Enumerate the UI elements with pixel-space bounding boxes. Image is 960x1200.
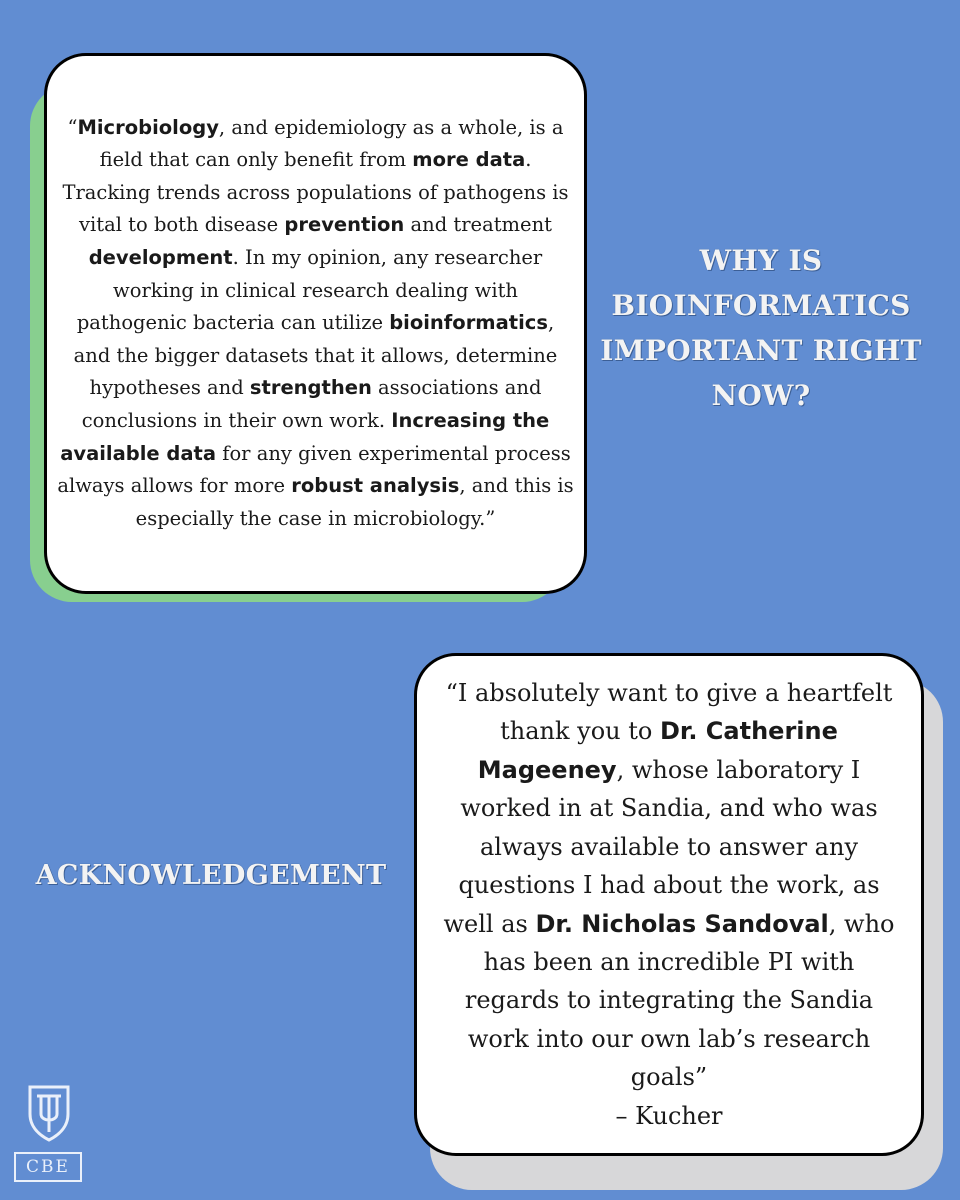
bioinformatics-quote-card — [44, 53, 587, 594]
emphasized-phrase: development — [88, 246, 233, 270]
quote-phrase: . Tracking trends across populations of pathogens is vital to both disease — [62, 148, 569, 237]
emphasized-phrase: bioinformatics — [389, 311, 548, 335]
quote-phrase: for any given experimental process always allows for more — [57, 441, 571, 498]
acknowledgement-quote-text — [435, 674, 903, 1096]
quote-phrase: , who has been an incredible PI with regards to integrating the Sandia work into our own lab’s research goals” — [464, 909, 895, 1092]
acknowledgement-quote-card — [414, 653, 924, 1156]
quote-phrase: , whose laboratory I worked in at Sandia, and who was always available to answer any questions I had about the work, as well as — [443, 755, 880, 938]
emphasized-phrase: more data — [412, 148, 526, 172]
quote-phrase: . In my opinion, any researcher working in clinical research dealing with pathogenic bacteria can utilize — [76, 246, 543, 335]
emphasized-phrase: Dr. Catherine Mageeney — [477, 717, 838, 784]
quote-phrase: , and epidemiology as a whole, is a field that can only benefit from — [99, 115, 564, 172]
emphasized-phrase: Microbiology — [77, 115, 219, 139]
bioinformatics-quote-text — [57, 112, 574, 536]
quote-phrase: “I absolutely want to give a heartfelt thank you to — [445, 679, 893, 746]
emphasized-phrase: prevention — [284, 213, 405, 237]
quote-phrase: , and the bigger datasets that it allows, determine hypotheses and — [73, 311, 558, 400]
quote-phrase: , and this is especially the case in microbiology.” — [135, 474, 574, 530]
acknowledgement-heading: ACKNOWLEDGEMENT — [35, 860, 387, 891]
emphasized-phrase: strengthen — [249, 376, 372, 400]
cbe-logo — [14, 1084, 84, 1184]
quote-attribution: – Kucher — [615, 1101, 723, 1130]
emphasized-phrase: Increasing the available data — [60, 408, 550, 465]
emphasized-phrase: Dr. Nicholas Sandoval — [535, 909, 829, 938]
quote-phrase: associations and conclusions in their own work. — [81, 376, 542, 432]
tulane-shield-icon — [27, 1084, 71, 1142]
emphasized-phrase: robust analysis — [291, 474, 460, 498]
quote-phrase: “ — [67, 115, 78, 139]
cbe-logo-label: CBE — [14, 1152, 82, 1182]
why-bioinformatics-heading: WHY IS BIOINFORMATICS IMPORTANT RIGHT NOW? — [600, 244, 922, 412]
quote-phrase: and treatment — [404, 213, 552, 237]
